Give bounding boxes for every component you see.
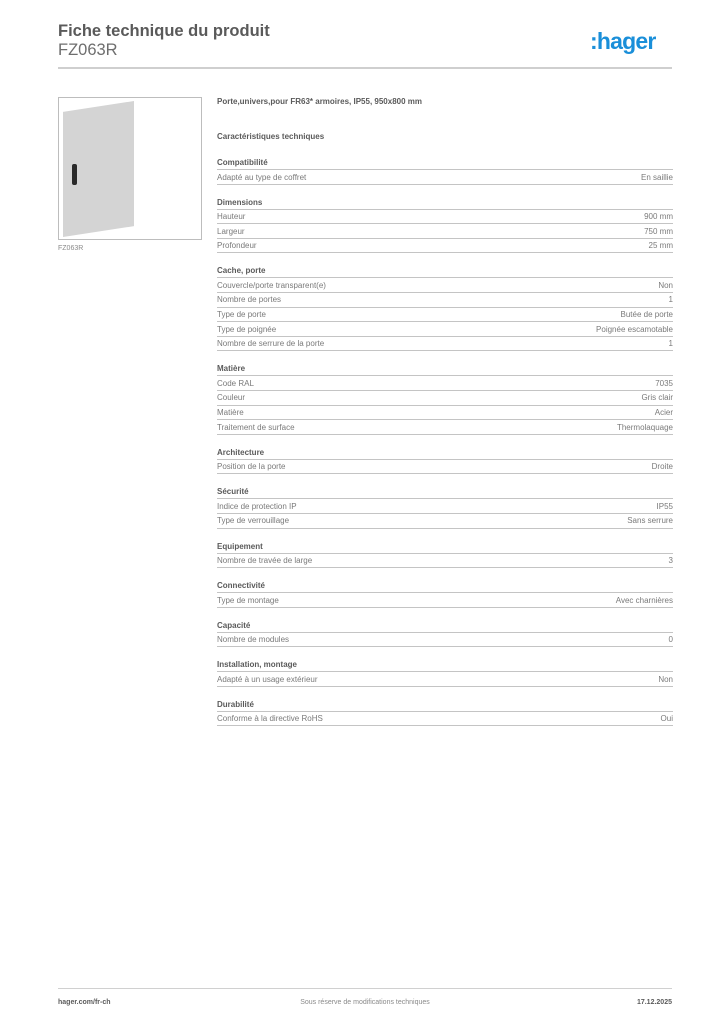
product-image bbox=[58, 97, 202, 240]
spec-group-title: Architecture bbox=[217, 447, 673, 460]
footer-disclaimer: Sous réserve de modifications techniques bbox=[300, 999, 430, 1006]
spec-row bbox=[217, 514, 673, 529]
door-panel-icon bbox=[63, 101, 134, 237]
footer-date: 17.12.2025 bbox=[636, 999, 672, 1006]
spec-value: Poignée escamotable bbox=[596, 324, 673, 334]
spec-row bbox=[217, 460, 673, 475]
product-code: FZ063R bbox=[58, 41, 118, 59]
spec-group-title: Durabilité bbox=[217, 699, 673, 712]
footer-divider bbox=[58, 988, 672, 989]
spec-label: Code RAL bbox=[217, 378, 254, 388]
spec-row bbox=[217, 210, 673, 225]
spec-row bbox=[217, 406, 673, 421]
spec-label: Nombre de travée de large bbox=[217, 556, 313, 565]
spec-value: 7035 bbox=[655, 378, 673, 388]
spec-group bbox=[217, 447, 673, 475]
spec-value: 3 bbox=[668, 556, 673, 565]
spec-label: Matière bbox=[217, 408, 244, 418]
spec-value: Droite bbox=[651, 462, 673, 472]
header bbox=[58, 22, 270, 59]
specifications bbox=[217, 96, 673, 726]
spec-group bbox=[217, 580, 673, 608]
spec-label: Largeur bbox=[217, 226, 245, 236]
spec-label: Hauteur bbox=[217, 212, 246, 222]
spec-label: Nombre de portes bbox=[217, 295, 282, 305]
spec-group-title: Compatibilité bbox=[217, 157, 673, 170]
spec-value: Butée de porte bbox=[620, 310, 673, 320]
spec-label: Indice de protection IP bbox=[217, 501, 297, 511]
spec-row bbox=[217, 293, 673, 308]
spec-label: Adapté au type de coffret bbox=[217, 172, 307, 182]
spec-label: Traitement de surface bbox=[217, 422, 295, 432]
spec-group-title: Dimensions bbox=[217, 197, 673, 210]
spec-value: Avec charnières bbox=[615, 595, 673, 605]
product-description: Porte,univers,pour FR63* armoires, IP55, 950x800 mm bbox=[217, 97, 422, 106]
spec-group bbox=[217, 541, 673, 569]
page-title: Fiche technique du produit bbox=[58, 22, 270, 40]
spec-value: Sans serrure bbox=[627, 516, 673, 526]
spec-label: Adapté à un usage extérieur bbox=[217, 674, 318, 684]
spec-group-title: Cache, porte bbox=[217, 265, 673, 278]
spec-group-title: Sécurité bbox=[217, 486, 673, 499]
spec-row bbox=[217, 308, 673, 323]
spec-group bbox=[217, 620, 673, 648]
spec-row bbox=[217, 554, 673, 569]
spec-groups bbox=[217, 157, 673, 726]
spec-row bbox=[217, 391, 673, 406]
spec-group-title: Matière bbox=[217, 363, 673, 376]
spec-row bbox=[217, 278, 673, 293]
spec-group bbox=[217, 699, 673, 727]
spec-value: 750 mm bbox=[644, 226, 673, 236]
footer bbox=[58, 999, 672, 1006]
spec-row bbox=[217, 239, 673, 254]
spec-value: Thermolaquage bbox=[616, 422, 673, 432]
spec-value: Non bbox=[658, 280, 673, 290]
spec-group bbox=[217, 197, 673, 254]
spec-row bbox=[217, 376, 673, 391]
spec-label: Type de montage bbox=[217, 595, 279, 605]
spec-row bbox=[217, 337, 673, 352]
spec-row bbox=[217, 170, 673, 185]
spec-row bbox=[217, 420, 673, 435]
spec-label: Type de poignée bbox=[217, 324, 277, 334]
hager-logo: :hager bbox=[590, 28, 656, 54]
image-caption: FZ063R bbox=[58, 245, 84, 252]
section-title: Caractéristiques techniques bbox=[217, 132, 325, 141]
spec-value: Oui bbox=[660, 714, 673, 724]
spec-label: Nombre de modules bbox=[217, 635, 290, 645]
spec-row bbox=[217, 322, 673, 337]
spec-value: 1 bbox=[668, 339, 673, 349]
spec-value: Acier bbox=[654, 408, 673, 418]
spec-group bbox=[217, 659, 673, 687]
spec-row bbox=[217, 712, 673, 727]
spec-group-title: Installation, montage bbox=[217, 659, 673, 672]
spec-label: Profondeur bbox=[217, 241, 257, 251]
spec-value: IP55 bbox=[656, 501, 673, 511]
spec-row bbox=[217, 672, 673, 687]
spec-value: 1 bbox=[668, 295, 673, 305]
spec-label: Conforme à la directive RoHS bbox=[217, 714, 323, 724]
spec-value: En saillie bbox=[640, 172, 673, 182]
spec-label: Type de verrouillage bbox=[217, 516, 290, 526]
spec-row bbox=[217, 633, 673, 648]
spec-row bbox=[217, 499, 673, 514]
spec-value: 900 mm bbox=[644, 212, 673, 222]
spec-label: Type de porte bbox=[217, 310, 266, 320]
spec-value: Gris clair bbox=[641, 393, 673, 403]
spec-row bbox=[217, 224, 673, 239]
spec-value: 0 bbox=[668, 635, 673, 645]
spec-group bbox=[217, 486, 673, 528]
spec-row bbox=[217, 593, 673, 608]
spec-group-title: Capacité bbox=[217, 620, 673, 633]
header-divider bbox=[58, 67, 672, 69]
spec-group-title: Equipement bbox=[217, 541, 673, 554]
spec-group-title: Connectivité bbox=[217, 580, 673, 593]
spec-group bbox=[217, 157, 673, 185]
spec-group bbox=[217, 265, 673, 351]
spec-label: Couvercle/porte transparent(e) bbox=[217, 280, 326, 290]
door-handle-icon bbox=[72, 164, 77, 185]
spec-label: Nombre de serrure de la porte bbox=[217, 339, 325, 349]
spec-group bbox=[217, 363, 673, 434]
spec-value: Non bbox=[658, 674, 673, 684]
spec-label: Position de la porte bbox=[217, 462, 286, 472]
spec-value: 25 mm bbox=[648, 241, 673, 251]
spec-label: Couleur bbox=[217, 393, 246, 403]
footer-website-link[interactable]: hager.com/fr-ch bbox=[58, 999, 111, 1006]
